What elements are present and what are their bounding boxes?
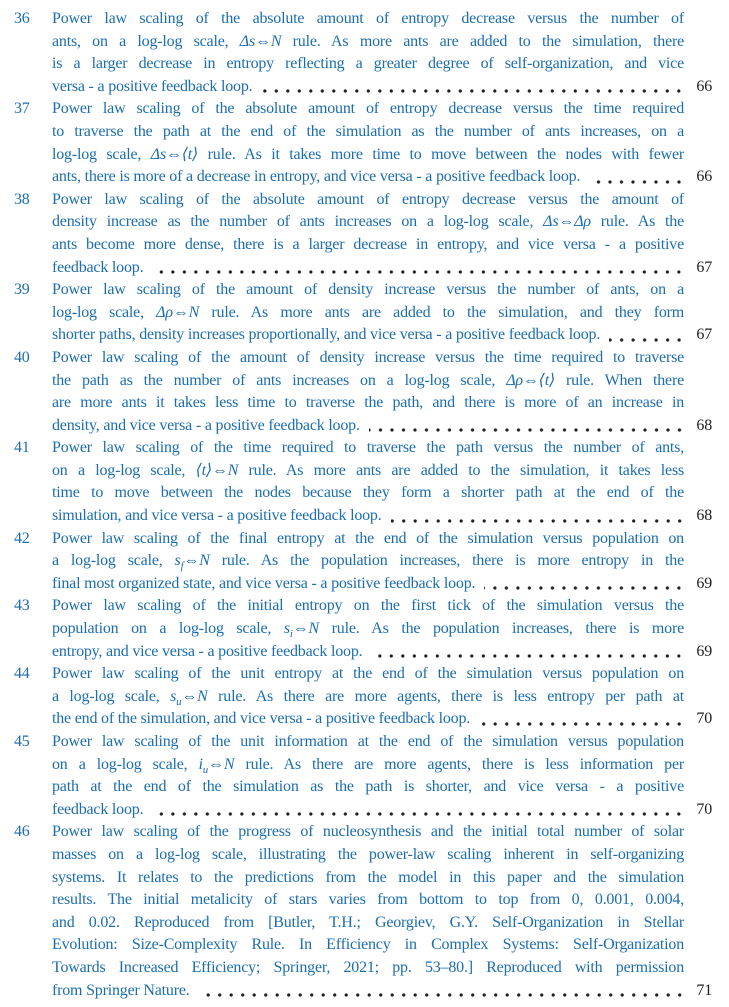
caption-line — [52, 957, 712, 980]
caption-line — [52, 934, 712, 957]
caption-text: Power law scaling of the unit information at the end of the simulation versus population — [52, 733, 684, 750]
caption-line — [52, 595, 712, 618]
dot-leader — [199, 992, 685, 998]
dot-leader — [479, 721, 685, 727]
lof-entry[interactable] — [14, 528, 712, 596]
caption-line — [52, 257, 712, 280]
caption-text: from Springer Nature. — [52, 981, 190, 999]
caption-text: Power law scaling of the absolute amount of entropy decrease versus the number of — [52, 10, 684, 27]
caption-line — [52, 370, 712, 393]
figure-caption — [52, 595, 712, 663]
caption-text: shorter paths, density increases proportionally, and vice versa - a positive feedback loop. — [52, 326, 601, 344]
lof-entry[interactable] — [14, 279, 712, 347]
caption-line — [52, 460, 712, 483]
caption-line — [52, 776, 712, 799]
caption-text: density increase as the number of ants increases on a log-log scale, Δs⇔Δρ rule. As the — [52, 213, 684, 231]
caption-text: density, and vice versa - a positive feedback loop. — [52, 416, 360, 434]
caption-text: population on a log-log scale, $s_i\Leftrightarrow N$ rule. As the population increases, there is more — [52, 620, 684, 641]
caption-text: entropy, and vice versa - a positive feedback loop. — [52, 642, 363, 660]
caption-text: time to move between the nodes because they form a shorter path at the end of the — [52, 484, 684, 502]
caption-text: ants, there is more of a decrease in entropy, and vice versa - a positive feedback loop. — [52, 168, 581, 186]
caption-text: the path as the number of ants increases on a log-log scale, Δρ⇔⟨t⟩ rule. When there — [52, 371, 684, 389]
page-number: 66 — [696, 168, 712, 186]
figure-number: 37 — [14, 100, 30, 118]
caption-text: log-log scale, Δρ⇔N rule. As more ants are added to the simulation, and they form — [52, 303, 684, 321]
caption-line — [52, 686, 712, 709]
caption-text: masses on a log-log scale, illustrating the power-law scaling inherent in self-organizing — [52, 845, 684, 863]
dot-leader — [152, 811, 685, 817]
caption-text: versa - a positive feedback loop. — [52, 77, 253, 95]
caption-text: final most organized state, and vice versa - a positive feedback loop. — [52, 574, 476, 592]
dot-leader — [261, 88, 685, 94]
lof-entry[interactable] — [14, 98, 712, 188]
caption-line — [52, 324, 712, 347]
caption-line — [52, 731, 712, 754]
figure-number: 38 — [14, 190, 30, 208]
caption-line — [52, 641, 712, 664]
caption-line — [52, 867, 712, 890]
caption-line — [52, 980, 712, 1003]
caption-line — [52, 166, 712, 189]
lof-entry[interactable] — [14, 663, 712, 731]
page-number: 69 — [696, 574, 712, 592]
figure-caption — [52, 98, 712, 188]
caption-line — [52, 482, 712, 505]
dot-leader — [484, 585, 685, 591]
figure-number: 39 — [14, 281, 30, 299]
caption-text: the end of the simulation, and vice versa - a positive feedback loop. — [52, 710, 471, 728]
caption-text: Power law scaling of the amount of density increase versus the time required to traverse — [52, 348, 684, 366]
caption-text: ants become more dense, there is a larger decrease in entropy, and vice versa - a positive — [52, 235, 684, 253]
page-number: 71 — [696, 981, 712, 999]
caption-line — [52, 76, 712, 99]
lof-entries — [14, 8, 712, 1002]
caption-line — [52, 415, 712, 438]
caption-line — [52, 53, 712, 76]
caption-line — [52, 708, 712, 731]
caption-line — [52, 912, 712, 935]
caption-text: Power law scaling of the unit entropy at the end of the simulation versus population on — [52, 665, 684, 683]
figure-number: 45 — [14, 733, 30, 750]
caption-text: systems. It relates to the predictions from the model in this paper and the simulation — [52, 868, 684, 886]
caption-line — [52, 98, 712, 121]
caption-line — [52, 528, 712, 551]
caption-text: and 0.02. Reproduced from [Butler, T.H.; Georgiev, G.Y. Self-Organization in Stellar — [52, 913, 684, 931]
caption-text: Power law scaling of the initial entropy on the first tick of the simulation versus the — [52, 597, 684, 615]
caption-text: Power law scaling of the absolute amount of entropy decrease versus the amount of — [52, 190, 684, 208]
figure-caption — [52, 821, 712, 1002]
figure-caption — [52, 663, 712, 731]
caption-text: feedback loop. — [52, 258, 144, 276]
page-number: 66 — [696, 77, 712, 95]
caption-line — [52, 821, 712, 844]
caption-text: ants, on a log-log scale, Δs⇔N rule. As more ants are added to the simulation, there — [52, 32, 684, 50]
dot-leader — [609, 337, 685, 343]
lof-entry[interactable] — [14, 189, 712, 279]
caption-text: Power law scaling of the final entropy at the end of the simulation versus population on — [52, 529, 684, 547]
figure-caption — [52, 731, 712, 821]
figure-caption — [52, 8, 712, 98]
caption-line — [52, 754, 712, 777]
caption-text: are more ants it takes less time to traverse the path, and there is more of an increase in — [52, 394, 684, 412]
caption-text: a log-log scale, $s_u\Leftrightarrow N$ rule. As there are more agents, there is less entropy per path at — [52, 687, 684, 708]
caption-line — [52, 573, 712, 596]
caption-text: simulation, and vice versa - a positive feedback loop. — [52, 507, 382, 525]
figure-number: 43 — [14, 597, 30, 615]
caption-text: Power law scaling of the time required to traverse the path versus the number of ants, — [52, 439, 684, 457]
caption-line — [52, 505, 712, 528]
figure-number: 40 — [14, 348, 30, 366]
caption-line — [52, 663, 712, 686]
lof-entry[interactable] — [14, 731, 712, 821]
caption-line — [52, 234, 712, 257]
dot-leader — [391, 518, 685, 524]
caption-text: Towards Increased Efficiency; Springer, 2021; pp. 53–80.] Reproduced with permission — [52, 958, 684, 976]
figure-number: 42 — [14, 529, 30, 547]
lof-entry[interactable] — [14, 821, 712, 1002]
figure-number: 44 — [14, 665, 30, 683]
caption-text: is a larger decrease in entropy reflecting a greater degree of self-organization, and vice — [52, 55, 684, 73]
caption-text: to traverse the path at the end of the simulation as the number of ants increases, on a — [52, 122, 684, 140]
caption-text: on a log-log scale, $i_u\Leftrightarrow N$ rule. As there are more agents, there is less information per — [52, 755, 684, 776]
caption-text: a log-log scale, $s_f\Leftrightarrow N$ rule. As the population increases, there is more entropy in the — [52, 552, 685, 573]
figure-caption — [52, 347, 712, 437]
caption-text: results. The initial metalicity of stars varies from bottom to top from 0, 0.001, 0.004, — [52, 891, 684, 909]
lof-entry[interactable] — [14, 437, 712, 527]
page-number: 67 — [696, 326, 712, 344]
page-number: 67 — [696, 258, 712, 276]
caption-line — [52, 392, 712, 415]
page-number: 68 — [696, 416, 712, 434]
dot-leader — [371, 653, 685, 659]
caption-text: Power law scaling of the absolute amount of entropy decrease versus the time required — [52, 100, 684, 118]
figure-number: 46 — [14, 823, 30, 841]
page-number: 70 — [696, 710, 712, 728]
page-number: 68 — [696, 507, 712, 525]
caption-line — [52, 799, 712, 822]
caption-line — [52, 347, 712, 370]
page-number: 69 — [696, 642, 712, 660]
caption-line — [52, 189, 712, 212]
caption-text: feedback loop. — [52, 800, 144, 818]
caption-line — [52, 618, 712, 641]
caption-text: Evolution: Size-Complexity Rule. In Efficiency in Complex Systems: Self-Organization — [52, 936, 684, 954]
caption-text: log-log scale, Δs⇔⟨t⟩ rule. As it takes more time to move between the nodes with fewer — [52, 145, 684, 163]
caption-line — [52, 302, 712, 325]
caption-text: on a log-log scale, ⟨t⟩⇔N rule. As more ants are added to the simulation, it takes less — [52, 461, 684, 479]
caption-line — [52, 31, 712, 54]
figure-caption — [52, 279, 712, 347]
lof-entry[interactable] — [14, 595, 712, 663]
figure-caption — [52, 437, 712, 527]
caption-line — [52, 279, 712, 302]
caption-line — [52, 889, 712, 912]
figure-caption — [52, 189, 712, 279]
caption-text: Power law scaling of the progress of nucleosynthesis and the initial total number of solar — [52, 823, 684, 841]
figure-caption — [52, 528, 712, 596]
caption-line — [52, 211, 712, 234]
caption-text: path at the end of the simulation as the path is shorter, and vice versa - a positive — [52, 778, 684, 796]
caption-line — [52, 844, 712, 867]
caption-line — [52, 550, 712, 573]
caption-text: Power law scaling of the amount of density increase versus the number of ants, on a — [52, 281, 684, 299]
caption-line — [52, 121, 712, 144]
lof-entry[interactable] — [14, 347, 712, 437]
dot-leader — [152, 269, 685, 275]
figure-number: 41 — [14, 439, 30, 457]
figure-number: 36 — [14, 10, 30, 27]
caption-line — [52, 144, 712, 167]
page-number: 70 — [696, 800, 712, 818]
caption-line — [52, 8, 712, 31]
caption-line — [52, 437, 712, 460]
dot-leader — [589, 179, 685, 185]
dot-leader — [369, 427, 685, 433]
lof-entry[interactable] — [14, 8, 712, 98]
